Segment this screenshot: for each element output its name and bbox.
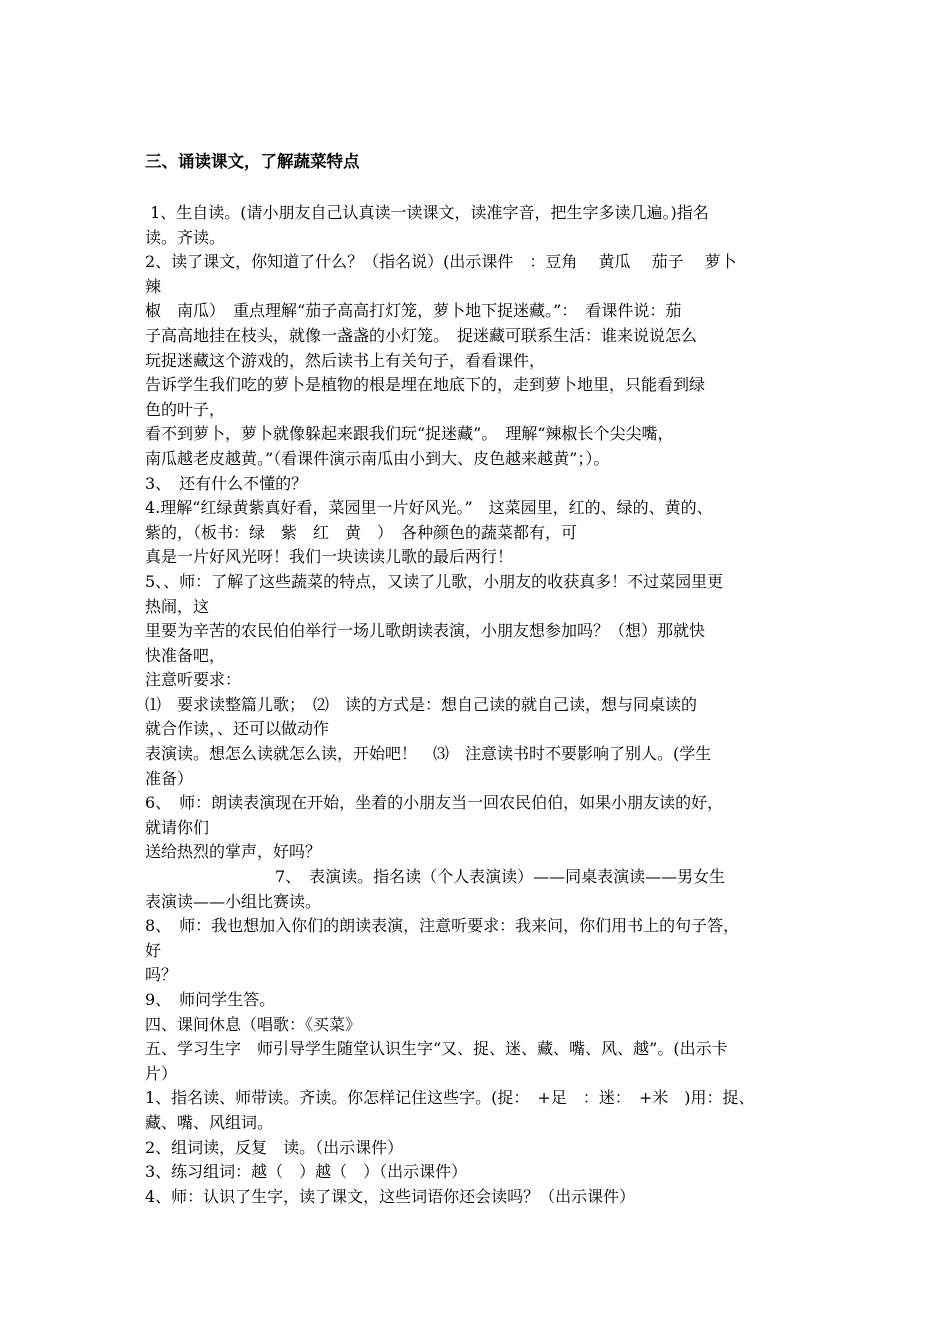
text-line: 色的叶子， (145, 399, 226, 419)
text-line: 表演读——小组比赛读。 (145, 891, 322, 911)
text-line: 5、、师：了解了这些蔬菜的特点，又读了儿歌，小朋友的收获真多！不过菜园里更 (145, 571, 724, 591)
text-line: 2、组词读，反复 读。（出示课件） (145, 1137, 404, 1157)
text-line: 4.理解“红绿黄紫真好看，菜园里一片好风光。” 这菜园里，红的、绿的、黄的、 (145, 498, 713, 518)
text-line: 3、 还有什么不懂的？ (145, 473, 308, 493)
text-line: 7、 表演读。指名读（个人表演读）——同桌表演读——男女生 (275, 867, 726, 887)
text-line: 4、师：认识了生字，读了课文，这些词语你还会读吗？（出示课件） (145, 1186, 636, 1206)
text-line: 辣 (145, 276, 162, 296)
text-line: ⑴ 要求读整篇儿歌； ⑵ 读的方式是：想自己读的就自己读，想与同桌读的 (145, 694, 698, 714)
text-line: 片） (145, 1063, 178, 1083)
text-line: 椒 南瓜） 重点理解“茄子高高打灯笼，萝卜地下捉迷藏。”： 看课件说：茄 (145, 301, 682, 321)
text-line: 四、课间休息（唱歌：《买菜》 (145, 1014, 362, 1034)
text-line: 好 (145, 940, 162, 960)
text-line: 里要为辛苦的农民伯伯举行一场儿歌朗读表演，小朋友想参加吗？（想）那就快 (145, 621, 706, 641)
text-line: 南瓜越老皮越黄。”（看课件演示南瓜由小到大、皮色越来越黄”；）。 (145, 448, 610, 468)
text-line: 准备） (145, 768, 194, 788)
text-line: 6、 师：朗读表演现在开始，坐着的小朋友当一回农民伯伯，如果小朋友读的好， (145, 793, 724, 813)
text-line: 玩捉迷藏这个游戏的，然后读书上有关句子，看看课件， (145, 350, 546, 370)
text-line: 注意听要求： (145, 670, 242, 690)
text-line: 热闹，这 (145, 596, 210, 616)
text-line: 2、读了课文，你知道了什么？（指名说）(出示课件 ：豆角 黄瓜 茄子 萝卜 (145, 252, 737, 272)
text-line: 送给热烈的掌声，好吗？ (145, 842, 322, 862)
text-line: 1、生自读。(请小朋友自己认真读一读课文，读准字音，把生字多读几遍。)指名 (145, 203, 709, 222)
text-line: 吗？ (145, 965, 178, 985)
text-line: 表演读。想怎么读就怎么读，开始吧！ ⑶ 注意读书时不要影响了别人。(学生 (145, 744, 712, 764)
text-line: 真是一片好风光呀！我们一块读读儿歌的最后两行！ (145, 547, 514, 567)
text-line: 看不到萝卜，萝卜就像躲起来跟我们玩“捉迷藏”。 理解“辣椒长个尖尖嘴， (145, 424, 674, 444)
text-line: 1、指名读、师带读。齐读。你怎样记住这些字。(捉： +足 ：迷： +米 )用：捉、 (145, 1088, 755, 1108)
text-line: 藏、嘴、风组词。 (145, 1112, 274, 1132)
section-heading: 三、诵读课文，了解蔬菜特点 (145, 152, 360, 171)
text-line: 告诉学生我们吃的萝卜是植物的根是埋在地底下的，走到萝卜地里，只能看到绿 (145, 375, 706, 395)
document-page (145, 0, 815, 1344)
text-line: 就合作读，、还可以做动作 (145, 719, 330, 739)
text-line: 快准备吧， (145, 645, 226, 665)
text-line: 就请你们 (145, 817, 210, 837)
text-line: 子高高地挂在枝头，就像一盏盏的小灯笼。 捉迷藏可联系生活：谁来说说怎么 (145, 325, 698, 345)
text-line: 9、 师问学生答。 (145, 990, 276, 1009)
text-line: 读。齐读。 (145, 227, 226, 247)
text-line: 紫的，（板书：绿 紫 红 黄 ） 各种颜色的蔬菜都有，可 (145, 522, 578, 542)
text-line: 8、 师：我也想加入你们的朗读表演，注意听要求：我来问，你们用书上的句子答， (145, 916, 740, 936)
document-body (145, 201, 815, 1209)
text-line: 3、练习组词：越（ ）越（ ）（出示课件） (145, 1162, 468, 1182)
text-line: 五、学习生字 师引导学生随堂认识生字“又、捉、迷、藏、嘴、风、越”。(出示卡 (145, 1039, 728, 1059)
